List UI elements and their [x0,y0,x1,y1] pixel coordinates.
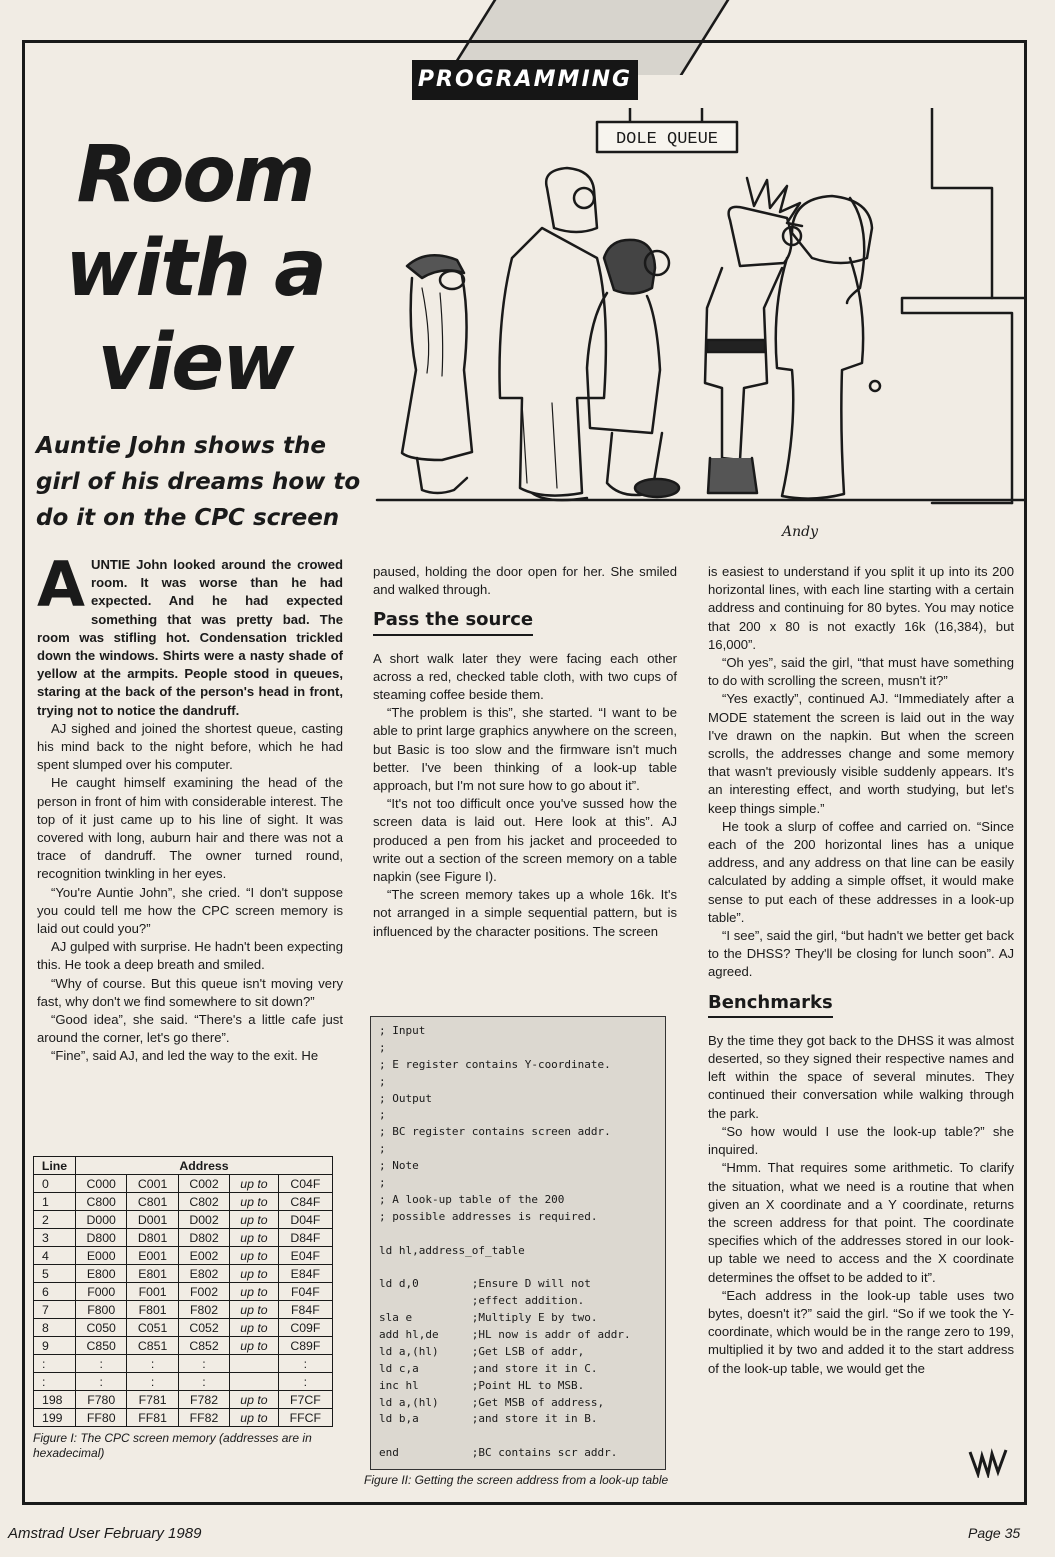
line-number-cell: 2 [34,1211,76,1229]
paragraph: “You're Auntie John”, she cried. “I don't suppose you could tell me how the CPC screen memory is laid out could you?” [37,884,343,937]
code-line: ld a,(hl) ;Get MSB of address, [379,1395,605,1409]
footer-publication: Amstrad User February 1989 [8,1525,202,1542]
code-line: ; Output [379,1091,432,1105]
address-cell: E001 [127,1247,178,1265]
address-cell: : [76,1373,127,1391]
address-cell: C850 [76,1337,127,1355]
table-row [34,1301,333,1319]
code-line: end ;BC contains scr addr. [379,1446,618,1460]
address-cell: FF80 [76,1409,127,1427]
code-listing [370,1016,666,1470]
code-line: sla e ;Multiply E by two. [379,1311,598,1325]
address-cell: up to [230,1409,279,1427]
code-line: ; [379,1074,386,1088]
address-cell: C09F [278,1319,332,1337]
address-cell: C050 [76,1319,127,1337]
address-cell: : [278,1355,332,1373]
address-cell: D802 [178,1229,229,1247]
address-cell: up to [230,1175,279,1193]
code-line: ; [379,1040,386,1054]
line-number-cell: : [34,1355,76,1373]
body-column-3 [708,563,1014,1378]
code-line: ;effect addition. [379,1294,585,1308]
address-cell: FFCF [278,1409,332,1427]
address-cell: E04F [278,1247,332,1265]
code-line [379,1259,657,1276]
address-cell: up to [230,1391,279,1409]
paragraph: “Hmm. That requires some arithmetic. To clarify the situation, what we need is a routine that when given an X coordinate and a Y coordinate, returns the screen address for that point. The coordinate specifies which of the addresses stored in our look-up table we need to access and the X coordinate determines the offset to be added to it”. [708,1160,1014,1285]
address-cell: FF81 [127,1409,178,1427]
screen-memory-table [33,1156,333,1427]
table-row [34,1283,333,1301]
paragraph: By the time they got back to the DHSS it was almost deserted, so they signed their respective names and left within the space of several minutes. They continued their conversation while walking through the park. [708,1032,1014,1121]
address-cell: D84F [278,1229,332,1247]
paragraph: “The problem is this”, she started. “I want to be able to print large graphics anywhere on the screen, but Basic is too slow and the firmware isn't much better. I've been thinking of a look-up table approach, but I'm not sure how to go about it”. [373,705,677,794]
paragraph: paused, holding the door open for her. She smiled and walked through. [373,564,677,598]
paragraph: “Oh yes”, said the girl, “that must have something to do with scrolling the screen, musn't it?” [708,655,1014,689]
headline-line: Room [76,130,314,220]
paragraph: “Fine”, said AJ, and led the way to the exit. He [51,1048,319,1064]
address-cell: F04F [278,1283,332,1301]
address-cell: D800 [76,1229,127,1247]
code-line: ld b,a ;and store it in B. [379,1412,598,1426]
paragraph: is easiest to understand if you split it up into its 200 horizontal lines, with each line starting with a certain address and continuing for 80 bytes. You may notice that 200 x 80 is not exactly 16k (16,384), but 16,000”. [708,564,1014,652]
paragraph: “So how would I use the look-up table?” she inquired. [708,1123,1014,1158]
table-row [34,1409,333,1427]
address-cell: E000 [76,1247,127,1265]
address-cell: F000 [76,1283,127,1301]
address-cell: F800 [76,1301,127,1319]
code-line: add hl,de ;HL now is addr of addr. [379,1328,631,1342]
code-line: ; possible addresses is required. [379,1209,598,1223]
address-cell: F84F [278,1301,332,1319]
code-line: ld c,a ;and store it in C. [379,1361,598,1375]
code-line [379,1428,657,1445]
address-cell: C002 [178,1175,229,1193]
subhead-benchmarks: Benchmarks [708,994,833,1018]
address-cell: up to [230,1283,279,1301]
address-cell [230,1355,279,1373]
section-tag: PROGRAMMING [412,60,638,100]
headline-line: view [97,318,293,408]
address-cell: up to [230,1265,279,1283]
paragraph: AJ gulped with surprise. He hadn't been expecting this. He took a deep breath and smiled. [37,939,343,973]
line-number-cell: 6 [34,1283,76,1301]
address-cell: F001 [127,1283,178,1301]
lead-text: UNTIE John looked around the crowed room. It was worse than he had expected. And he had expected something that was pretty bad. The room was stifling hot. Condensation trickled down the windows. Shirts were a nasty shade of yellow at the armpits. People stood in queues, staring at the back of the person's head in front, trying not to notice the dandruff. [37,557,343,718]
address-cell: D001 [127,1211,178,1229]
address-cell: F002 [178,1283,229,1301]
address-cell: up to [230,1193,279,1211]
paragraph: “Each address in the look-up table uses two bytes, doesn't it?” said the girl. “So if we took the Y-coordinate, which would be in the range zero to 199, multiplied it by two and added it to the start address of the look-up table, we would get the [708,1287,1014,1376]
address-cell: E800 [76,1265,127,1283]
address-cell: C052 [178,1319,229,1337]
figure-1-caption: Figure I: The CPC screen memory (addresses are in hexadecimal) [33,1431,312,1460]
paragraph: “It's not too difficult once you've sussed how the screen data is laid out. Here look at this”. AJ produced a pen from his jacket and proceeded to write out a section of the screen memory on a table napkin (see Figure I). [373,796,677,885]
address-cell: up to [230,1247,279,1265]
line-number-cell: 3 [34,1229,76,1247]
dole-queue-sign: DOLE QUEUE [615,130,719,149]
headline [35,128,355,410]
column-header-address: Address [76,1157,333,1175]
table-row [34,1211,333,1229]
code-line: ; [379,1176,386,1190]
line-number-cell: 9 [34,1337,76,1355]
code-line: ; E register contains Y-coordinate. [379,1057,611,1071]
address-cell: E002 [178,1247,229,1265]
address-cell: : [178,1355,229,1373]
drop-cap: A [37,548,85,621]
address-cell: C801 [127,1193,178,1211]
table-row [34,1247,333,1265]
paragraph: AJ sighed and joined the shortest queue, casting his mind back to the night before, which he had spent slumped over his computer. [37,720,343,773]
address-cell: E84F [278,1265,332,1283]
footer-page-number: Page 35 [968,1525,1021,1541]
address-cell: D801 [127,1229,178,1247]
paragraph: He caught himself examining the head of the person in front of him with considerable interest. The top of it just came up to his line of sight. It was covered with long, auburn hair and there was not a trace of dandruff. The owner turned round, recognition twinkling in her eyes. [37,775,343,882]
code-line: ; Note [379,1159,419,1173]
address-cell: F801 [127,1301,178,1319]
table-row [34,1391,333,1409]
body-column-2 [373,563,677,941]
table-row [34,1337,333,1355]
address-cell: F782 [178,1391,229,1409]
line-number-cell: 1 [34,1193,76,1211]
figure-2-caption: Figure II: Getting the screen address from a look-up table [364,1473,669,1487]
address-cell: : [278,1373,332,1391]
publisher-logo-icon [968,1448,1008,1478]
table-body [34,1175,333,1427]
address-cell: C051 [127,1319,178,1337]
address-cell: C852 [178,1337,229,1355]
line-number-cell: 199 [34,1409,76,1427]
lead-paragraph [37,548,343,720]
table-row [34,1355,333,1373]
table-row [34,1229,333,1247]
line-number-cell: 8 [34,1319,76,1337]
line-number-cell: 198 [34,1391,76,1409]
address-cell: C001 [127,1175,178,1193]
paragraph: “I see”, said the girl, “but hadn't we better get back to the DHSS? They'll be closing for lunch soon”. AJ agreed. [708,928,1014,980]
address-cell: up to [230,1211,279,1229]
code-line [379,1226,657,1243]
figure-1 [33,1156,339,1461]
address-cell: : [76,1355,127,1373]
address-cell: up to [230,1301,279,1319]
table-row [34,1175,333,1193]
line-number-cell: 4 [34,1247,76,1265]
code-line: ld a,(hl) ;Get LSB of addr, [379,1344,585,1358]
address-cell: E801 [127,1265,178,1283]
code-line: ld d,0 ;Ensure D will not [379,1277,591,1291]
paragraph: A short walk later they were facing each other across a red, checked table cloth, with two cups of steaming coffee beside them. [373,650,677,703]
code-line: inc hl ;Point HL to MSB. [379,1378,585,1392]
code-line: ; [379,1108,386,1122]
paragraph: “Yes exactly”, continued AJ. “Immediately after a MODE statement the screen is laid out in the way I've drawn on the napkin. But when the screen scrolls, the addresses change and some memory that wasn't previously visible suddenly appears. It's an interesting effect, and worth studying, but let's keep things simple.” [708,691,1014,816]
address-cell: C000 [76,1175,127,1193]
address-cell: up to [230,1337,279,1355]
address-cell: C851 [127,1337,178,1355]
line-number-cell: 5 [34,1265,76,1283]
address-cell: C802 [178,1193,229,1211]
address-cell: F7CF [278,1391,332,1409]
paragraph: “Why of course. But this queue isn't moving very fast, why don't we find somewhere to sit down?” [37,975,343,1009]
address-cell: C800 [76,1193,127,1211]
code-line: ; Input [379,1024,426,1037]
dole-queue-cartoon [372,108,1027,546]
standfirst: Auntie John shows the girl of his dreams how to do it on the CPC screen [36,433,361,531]
column-header-line: Line [34,1157,76,1175]
address-cell: F780 [76,1391,127,1409]
address-cell: : [178,1373,229,1391]
address-cell: D002 [178,1211,229,1229]
address-cell: up to [230,1229,279,1247]
code-line: ; [379,1142,386,1156]
address-cell: C89F [278,1337,332,1355]
line-number-cell: 0 [34,1175,76,1193]
code-line: ; A look-up table of the 200 [379,1192,565,1206]
code-line: ; BC register contains screen addr. [379,1125,611,1139]
table-row [34,1193,333,1211]
artist-signature: Andy [782,524,818,540]
address-cell: F781 [127,1391,178,1409]
table-row [34,1265,333,1283]
line-number-cell: : [34,1373,76,1391]
address-cell: D000 [76,1211,127,1229]
body-column-1 [37,548,343,1066]
address-cell: C04F [278,1175,332,1193]
address-cell: : [127,1373,178,1391]
address-cell: D04F [278,1211,332,1229]
paragraph: “The screen memory takes up a whole 16k. It's not arranged in a simple sequential pattern, but is influenced by the character positions. The screen [373,887,677,939]
address-cell: E802 [178,1265,229,1283]
address-cell: C84F [278,1193,332,1211]
subhead-pass-the-source: Pass the source [373,611,533,635]
address-cell [230,1373,279,1391]
headline-line: with a [65,224,325,314]
line-number-cell: 7 [34,1301,76,1319]
paragraph: He took a slurp of coffee and carried on. “Since each of the 200 horizontal lines has a unique address, and any address on that line can be easily calculated by adding a simple offset, it would make sense to put each of these addresses in a look-up table”. [708,818,1014,925]
address-cell: up to [230,1319,279,1337]
paragraph: “Good idea”, she said. “There's a little cafe just around the corner, let's go there”. [37,1012,343,1046]
address-cell: F802 [178,1301,229,1319]
code-line: ld hl,address_of_table [379,1243,525,1257]
table-row [34,1319,333,1337]
table-row [34,1373,333,1391]
address-cell: FF82 [178,1409,229,1427]
address-cell: : [127,1355,178,1373]
